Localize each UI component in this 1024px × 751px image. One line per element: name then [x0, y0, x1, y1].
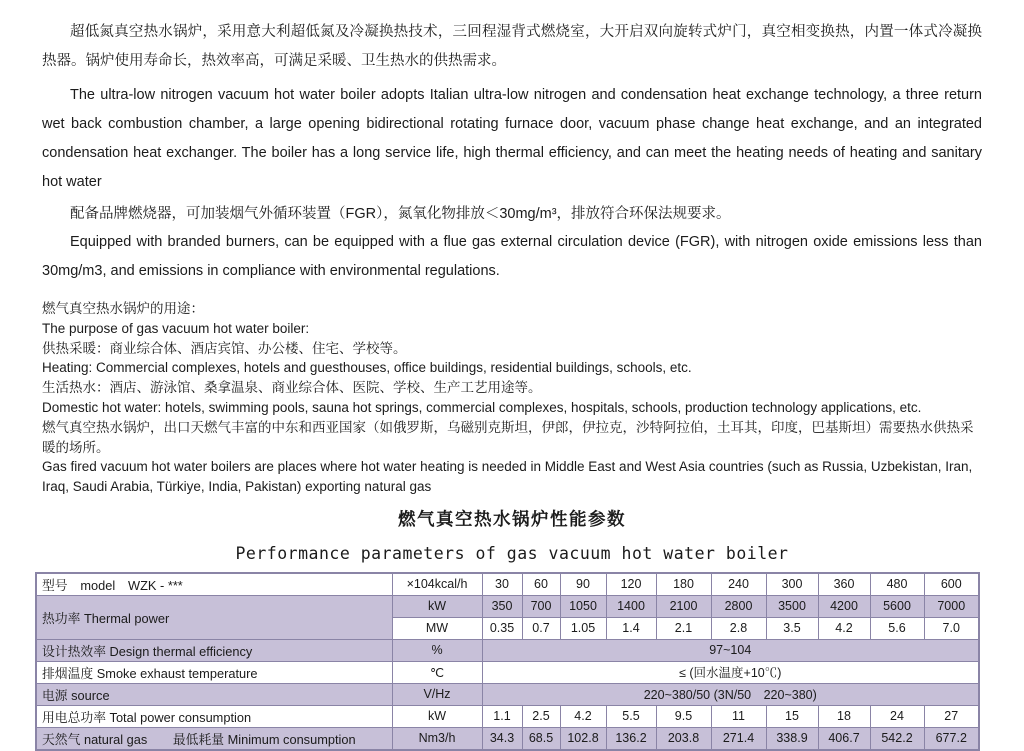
table-row — [36, 727, 979, 750]
row-label: 天然气 natural gas 最低耗量 Minimum consumption — [36, 727, 392, 750]
row-value-cell: 1.05 — [560, 617, 606, 639]
usage-export-cn: 燃气真空热水锅炉，出口天燃气丰富的中东和西亚国家（如俄罗斯，乌磁别克斯坦，伊郎，伊拉克，沙特阿拉伯，土耳其，印度，巴基斯坦）需要热水供热采暖的场所。 — [42, 419, 974, 455]
row-label: 排烟温度 Smoke exhaust temperature — [36, 661, 392, 683]
row-value-cell: 2.1 — [656, 617, 711, 639]
row-value-cell: 0.35 — [482, 617, 522, 639]
table-title-en: Performance parameters of gas vacuum hot water boiler — [235, 543, 789, 563]
table-row — [36, 639, 979, 661]
fgr-paragraph-en: Equipped with branded burners, can be equipped with a flue gas external circulation device (FGR), with nitrogen oxide emissions less than 30mg/m3, and emissions in compliance with environmental regulations. — [42, 234, 982, 279]
row-value-cell: 2.8 — [711, 617, 766, 639]
table-row — [36, 595, 979, 617]
usage-hotwater-en: Domestic hot water: hotels, swimming pools, sauna hot springs, commercial complexes, hospitals, schools, production technology applications, etc. — [42, 399, 922, 415]
row-value-cell: 27 — [924, 705, 979, 727]
row-value-cell: 2100 — [656, 595, 711, 617]
usage-export-en: Gas fired vacuum hot water boilers are places where hot water heating is needed in Middle East and West Asia countries (such as Russia, Uzbekistan, Iran, Iraq, Saudi Arabia, Türkiye, India, Pakistan) exporting natural gas — [42, 459, 973, 495]
row-value-cell: 4.2 — [560, 705, 606, 727]
row-value-cell: 68.5 — [522, 727, 560, 750]
fgr-paragraph-cn: 配备品牌燃烧器，可加装烟气外循环装置（FGR），氮氧化物排放＜30mg/m³，排放符合环保法规要求。 — [70, 206, 731, 222]
row-value-cell: 11 — [711, 705, 766, 727]
row-value-cell: 120 — [606, 573, 656, 596]
row-unit: ×104kcal/h — [392, 573, 482, 596]
row-unit: % — [392, 639, 482, 661]
intro-paragraph-cn: 超低氮真空热水锅炉，采用意大利超低氮及冷凝换热技术，三回程湿背式燃烧室，大开启双向旋转式炉门，真空相变换热，内置一体式冷凝换热器。锅炉使用寿命长，热效率高，可满足采暖、卫生热水的供热需求。 — [42, 24, 982, 69]
row-label: 电源 source — [36, 683, 392, 705]
row-value-cell: 9.5 — [656, 705, 711, 727]
usage-heating-en: Heating: Commercial complexes, hotels and guesthouses, office buildings, residential buildings, schools, etc. — [42, 360, 692, 376]
usage-section — [42, 299, 982, 497]
row-value-cell: 1.4 — [606, 617, 656, 639]
row-value-cell: 542.2 — [870, 727, 924, 750]
row-value-cell: 24 — [870, 705, 924, 727]
row-value-cell: 4200 — [818, 595, 870, 617]
row-value-cell: 3.5 — [766, 617, 818, 639]
row-value-cell: 18 — [818, 705, 870, 727]
row-label: 用电总功率 Total power consumption — [36, 705, 392, 727]
row-value-cell: 0.7 — [522, 617, 560, 639]
row-value-cell: 1.1 — [482, 705, 522, 727]
table-row — [36, 683, 979, 705]
table-row — [36, 705, 979, 727]
row-value-cell: 180 — [656, 573, 711, 596]
row-value-cell: 2.5 — [522, 705, 560, 727]
row-value-cell: 406.7 — [818, 727, 870, 750]
row-value-cell: 480 — [870, 573, 924, 596]
row-value-cell: 4.2 — [818, 617, 870, 639]
performance-table-body — [36, 573, 979, 750]
row-value-cell: 90 — [560, 573, 606, 596]
row-value-cell: 1400 — [606, 595, 656, 617]
row-value-cell: 2800 — [711, 595, 766, 617]
performance-table — [35, 572, 980, 751]
row-merged-value: 97~104 — [482, 639, 979, 661]
row-label: 型号 model WZK - *** — [36, 573, 392, 596]
row-value-cell: 15 — [766, 705, 818, 727]
row-merged-value: 220~380/50 (3N/50 220~380) — [482, 683, 979, 705]
row-merged-value: ≤ (回水温度+10℃) — [482, 661, 979, 683]
row-value-cell: 34.3 — [482, 727, 522, 750]
table-title-cn: 燃气真空热水锅炉性能参数 — [398, 508, 626, 529]
row-unit: kW — [392, 705, 482, 727]
row-value-cell: 600 — [924, 573, 979, 596]
row-value-cell: 271.4 — [711, 727, 766, 750]
row-value-cell: 338.9 — [766, 727, 818, 750]
usage-heating-cn: 供热采暖：商业综合体、酒店宾馆、办公楼、住宅、学校等。 — [42, 340, 407, 356]
usage-hotwater-cn: 生活热水：酒店、游泳馆、桑拿温泉、商业综合体、医院、学校、生产工艺用途等。 — [42, 380, 542, 396]
row-unit: Nm3/h — [392, 727, 482, 750]
table-row — [36, 573, 979, 596]
row-value-cell: 30 — [482, 573, 522, 596]
row-unit: ℃ — [392, 661, 482, 683]
row-label: 热功率 Thermal power — [36, 595, 392, 639]
row-label: 设计热效率 Design thermal efficiency — [36, 639, 392, 661]
row-value-cell: 203.8 — [656, 727, 711, 750]
row-value-cell: 300 — [766, 573, 818, 596]
usage-heading-en: The purpose of gas vacuum hot water boiler: — [42, 320, 310, 336]
row-value-cell: 5600 — [870, 595, 924, 617]
row-value-cell: 5.6 — [870, 617, 924, 639]
row-value-cell: 7000 — [924, 595, 979, 617]
row-value-cell: 700 — [522, 595, 560, 617]
intro-paragraph-en: The ultra-low nitrogen vacuum hot water boiler adopts Italian ultra-low nitrogen and condensation heat exchange technology, a three return wet back combustion chamber, a large opening bidirectional rotating furnace door, vacuum phase change heat exchange, and an integrated condensation heat exchanger. The boiler has a long service life, high thermal efficiency, and can meet the heating needs of heating and sanitary hot water — [42, 87, 982, 190]
row-value-cell: 136.2 — [606, 727, 656, 750]
row-unit: MW — [392, 617, 482, 639]
usage-heading-cn: 燃气真空热水锅炉的用途： — [42, 301, 204, 316]
row-value-cell: 360 — [818, 573, 870, 596]
row-unit: V/Hz — [392, 683, 482, 705]
row-value-cell: 5.5 — [606, 705, 656, 727]
row-value-cell: 350 — [482, 595, 522, 617]
row-value-cell: 60 — [522, 573, 560, 596]
row-value-cell: 1050 — [560, 595, 606, 617]
table-row — [36, 661, 979, 683]
row-value-cell: 240 — [711, 573, 766, 596]
row-value-cell: 7.0 — [924, 617, 979, 639]
row-unit: kW — [392, 595, 482, 617]
row-value-cell: 102.8 — [560, 727, 606, 750]
row-value-cell: 3500 — [766, 595, 818, 617]
row-value-cell: 677.2 — [924, 727, 979, 750]
